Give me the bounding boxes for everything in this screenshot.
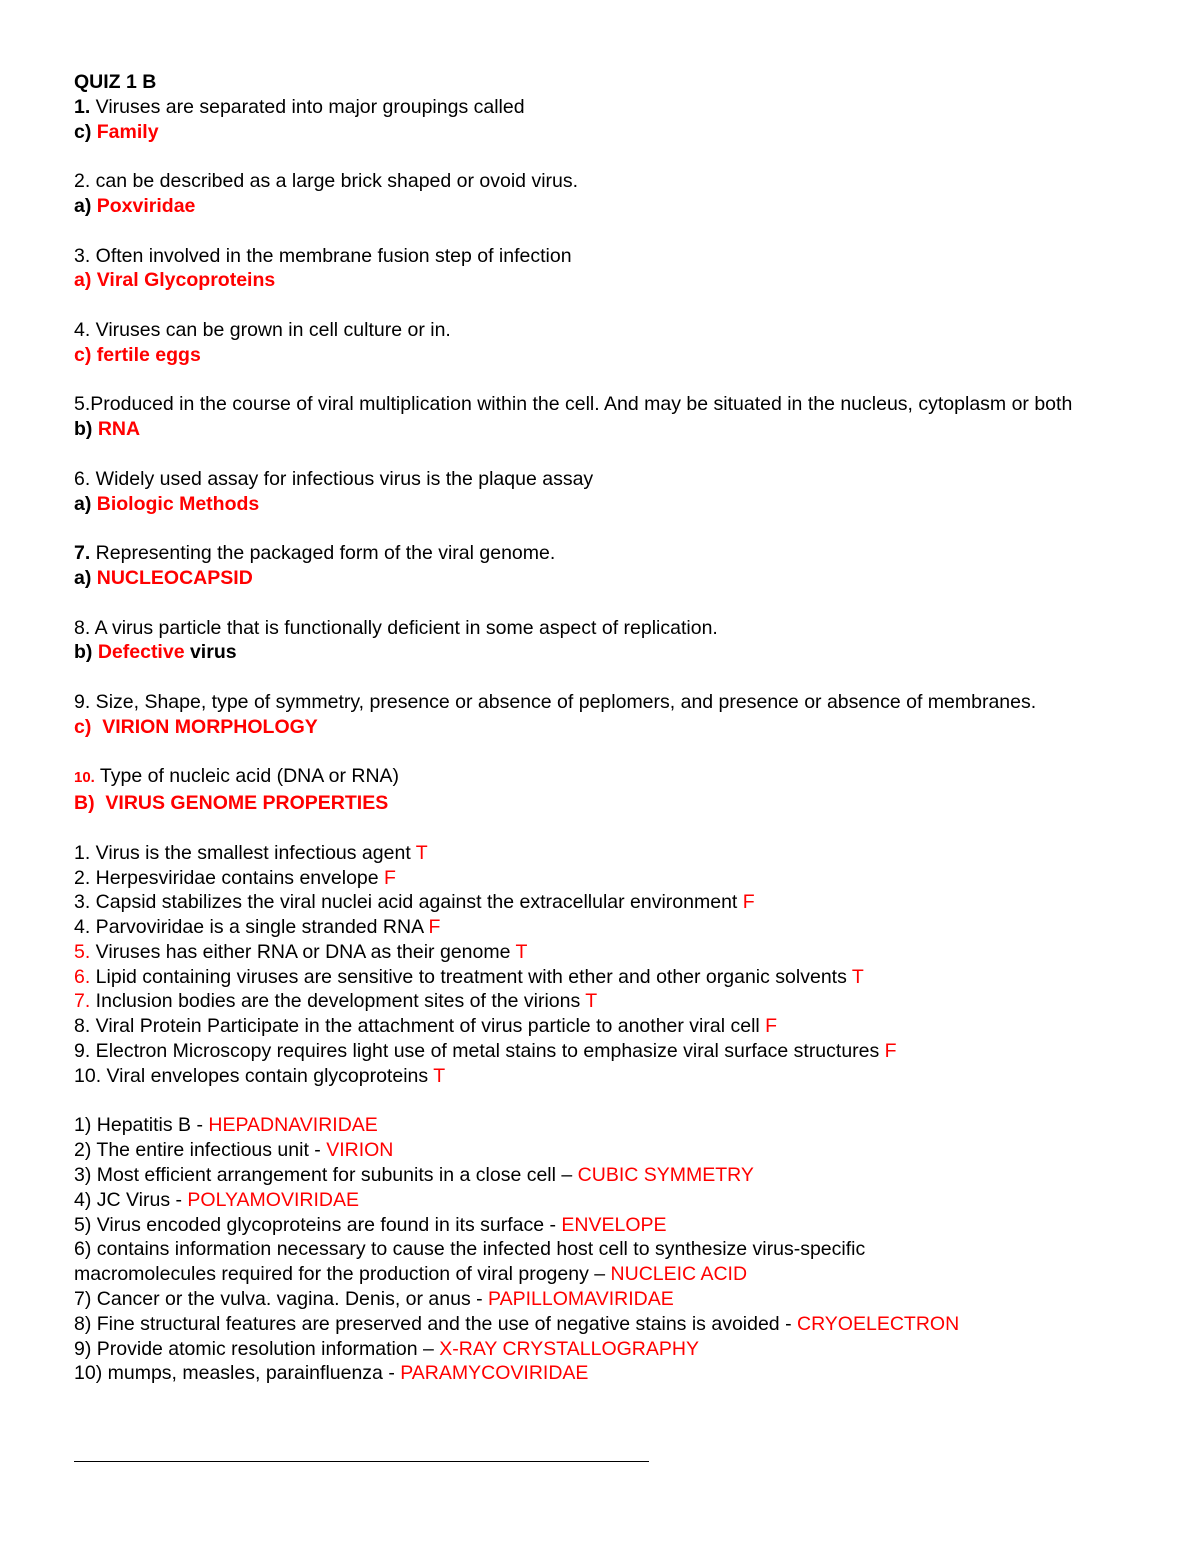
question: 1. Viruses are separated into major groupings called xyxy=(74,95,525,118)
tf-item: 9. Electron Microscopy requires light use of metal stains to emphasize viral surface structures F xyxy=(74,1040,897,1063)
question: 10. Type of nucleic acid (DNA or RNA) xyxy=(74,765,400,788)
answer: c) VIRION MORPHOLOGY xyxy=(74,715,318,738)
answer: c) fertile eggs xyxy=(74,343,201,366)
tf-item: 3. Capsid stabilizes the viral nuclei acid against the extracellular environment F xyxy=(74,891,755,914)
match-item-continued: macromolecules required for the production of viral progeny – NUCLEIC ACID xyxy=(74,1263,748,1286)
match-item: 3) Most efficient arrangement for subunits in a close cell – CUBIC SYMMETRY xyxy=(74,1164,754,1187)
true-false-section xyxy=(74,841,1144,1089)
question: 4. Viruses can be grown in cell culture or in. xyxy=(74,318,451,341)
quiz-title: QUIZ 1 B xyxy=(74,71,157,93)
tf-item: 10. Viral envelopes contain glycoproteins T xyxy=(74,1064,446,1087)
question: 3. Often involved in the membrane fusion step of infection xyxy=(74,244,572,267)
match-item: 10) mumps, measles, parainfluenza - PARAMYCOVIRIDAE xyxy=(74,1362,589,1385)
tf-item: 8. Viral Protein Participate in the attachment of virus particle to another viral cell F xyxy=(74,1015,778,1038)
tf-item: 4. Parvoviridae is a single stranded RNA F xyxy=(74,916,441,939)
question: 8. A virus particle that is functionally deficient in some aspect of replication. xyxy=(74,616,718,639)
answer: a) NUCLEOCAPSID xyxy=(74,566,253,589)
tf-item: 1. Virus is the smallest infectious agent T xyxy=(74,841,428,864)
question: 9. Size, Shape, type of symmetry, presence or absence of peplomers, and presence or absence of membranes. xyxy=(74,690,1037,713)
matching-section xyxy=(74,1113,1144,1386)
match-item: 6) contains information necessary to cause the infected host cell to synthesize virus-specific xyxy=(74,1238,866,1261)
question: 6. Widely used assay for infectious virus is the plaque assay xyxy=(74,467,594,490)
match-item: 9) Provide atomic resolution information – X-RAY CRYSTALLOGRAPHY xyxy=(74,1337,699,1360)
answer: B) VIRUS GENOME PROPERTIES xyxy=(74,792,389,815)
answer: a) Poxviridae xyxy=(74,194,196,217)
tf-item: 2. Herpesviridae contains envelope F xyxy=(74,866,396,889)
answer: c) Family xyxy=(74,120,159,143)
match-item: 5) Virus encoded glycoproteins are found in its surface - ENVELOPE xyxy=(74,1213,667,1236)
answer: b) RNA xyxy=(74,418,141,441)
match-item: 8) Fine structural features are preserved and the use of negative stains is avoided - CRYOELECTRON xyxy=(74,1312,960,1335)
answer: a) Viral Glycoproteins xyxy=(74,269,276,292)
match-item: 7) Cancer or the vulva. vagina. Denis, or anus - PAPILLOMAVIRIDAE xyxy=(74,1288,674,1311)
question: 5.Produced in the course of viral multiplication within the cell. And may be situated in the nucleus, cytoplasm or both xyxy=(74,393,1073,416)
question: 7. Representing the packaged form of the viral genome. xyxy=(74,542,556,565)
tf-item: 6. Lipid containing viruses are sensitive to treatment with ether and other organic solvents T xyxy=(74,965,864,988)
tf-item: 7. Inclusion bodies are the development sites of the virions T xyxy=(74,990,598,1013)
answer: a) Biologic Methods xyxy=(74,492,260,515)
tf-item: 5. Viruses has either RNA or DNA as their genome T xyxy=(74,940,528,963)
answer: b) Defective virus xyxy=(74,641,237,664)
quiz-document xyxy=(74,70,1144,1386)
horizontal-rule xyxy=(74,1461,649,1462)
match-item: 2) The entire infectious unit - VIRION xyxy=(74,1139,394,1162)
match-item: 1) Hepatitis B - HEPADNAVIRIDAE xyxy=(74,1114,378,1137)
match-item: 4) JC Virus - POLYAMOVIRIDAE xyxy=(74,1188,359,1211)
question: 2. can be described as a large brick shaped or ovoid virus. xyxy=(74,170,579,193)
